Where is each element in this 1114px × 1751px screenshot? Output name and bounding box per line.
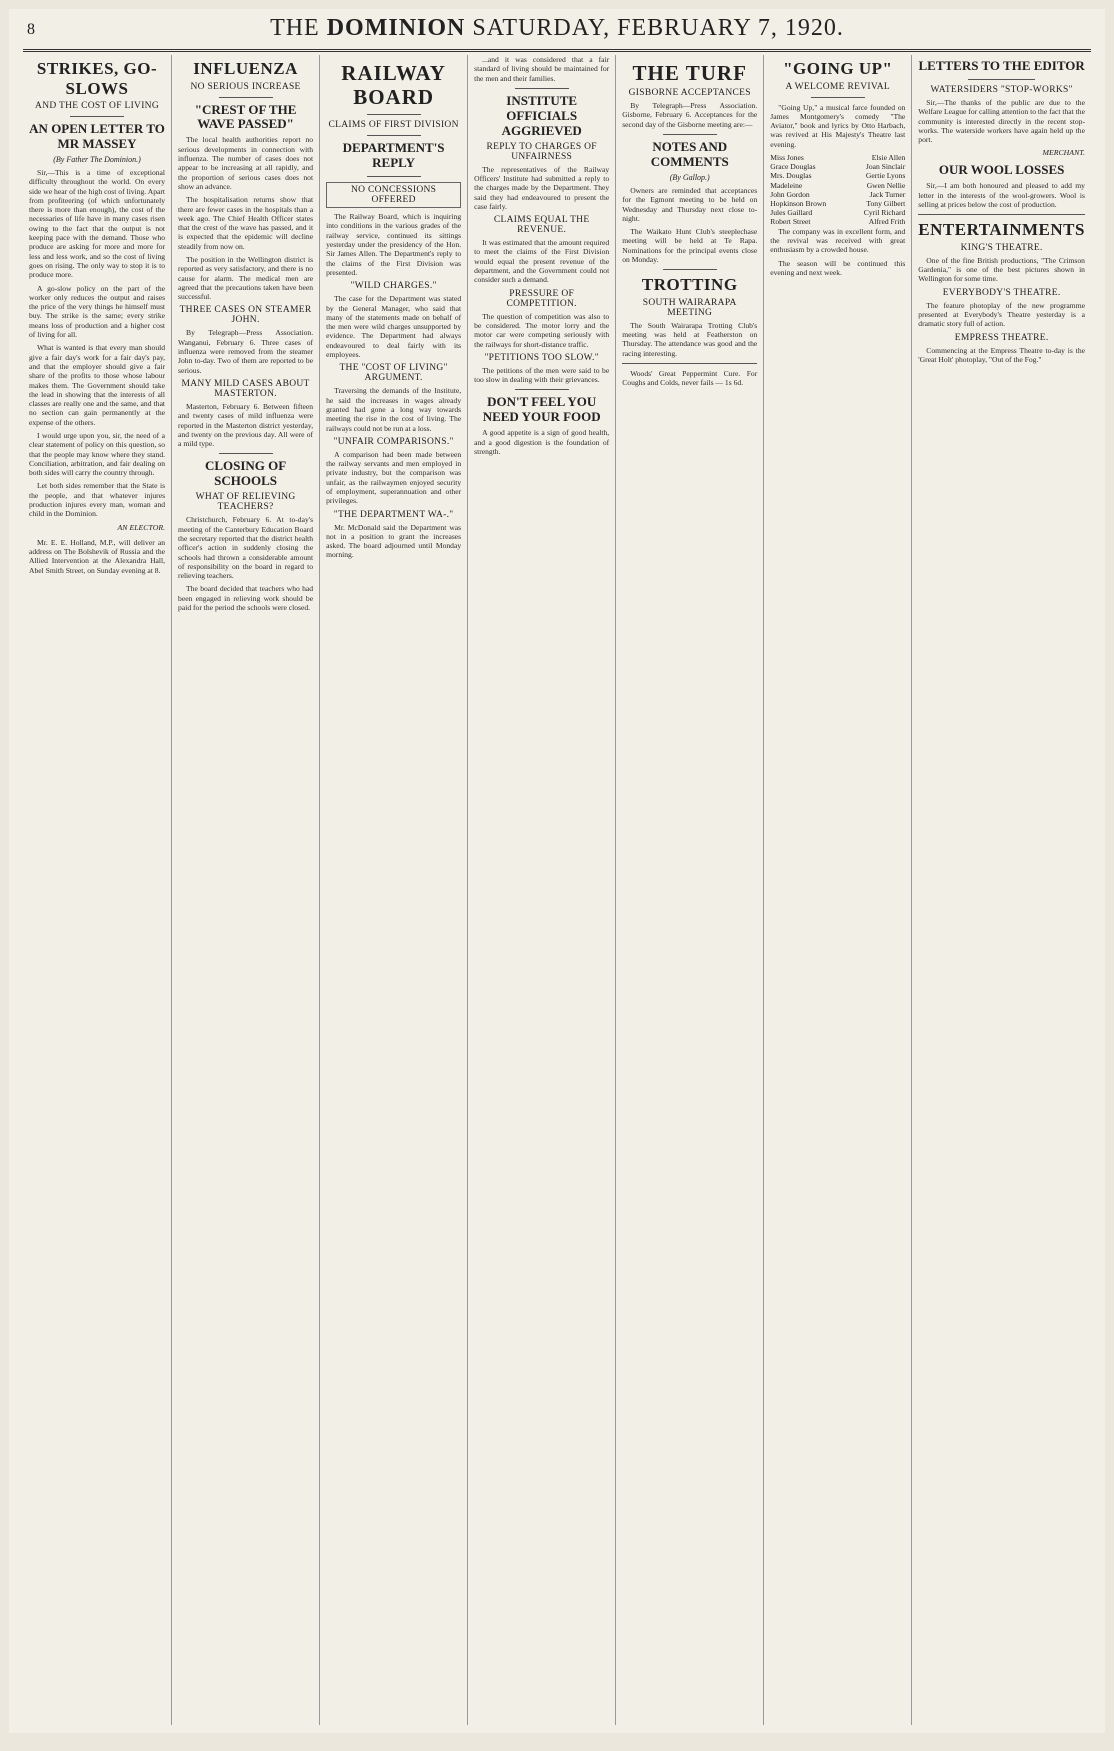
col1-paragraph: A go-slow policy on the part of the worker only reduces the output and raises the price of the very things he himself must buy. The strike is the same; every strike means loss of production and a higher cost of living for all. bbox=[29, 283, 166, 340]
col2-subheading: THREE CASES ON STEAMER JOHN. bbox=[179, 305, 312, 326]
cast-row: Mrs. Douglas Gertie Lyons bbox=[770, 171, 906, 181]
col1-paragraph: I would urge upon you, sir, the need of a clear statement of policy on this question, so that the people may know where they stand. Conciliation, arbitration, and fair dealing on both sides will carry the country through. bbox=[29, 430, 166, 478]
masthead bbox=[23, 11, 1091, 52]
divider bbox=[367, 135, 421, 136]
col7-title-2: ENTERTAINMENTS bbox=[918, 220, 1085, 240]
col7-paragraph: The feature photoplay of the new programme presented at Everybody's Theatre yesterday is a dramatic story full of action. bbox=[918, 300, 1085, 329]
col5-paragraph: By Telegraph—Press Association. Gisborne, February 6. Acceptances for the second day of the Gisborne meeting are:— bbox=[622, 101, 758, 129]
divider bbox=[515, 389, 569, 390]
col5-paragraph: The Waikato Hunt Club's steeplechase meeting will be held at Te Rapa. Nominations for the principal events close on Monday. bbox=[622, 227, 758, 264]
masthead-paper-name: DOMINION bbox=[326, 15, 466, 41]
col2-headline: "CREST OF THE WAVE PASSED" bbox=[194, 101, 297, 132]
col5-advert: Woods' Great Peppermint Cure. For Coughs and Colds, never fails — 1s 6d. bbox=[622, 369, 758, 388]
col2-paragraph: By Telegraph—Press Association. Wanganui, February 6. Three cases of influenza were removed from the steamer John to-day. Two of them are reported to be serious. bbox=[178, 328, 314, 375]
col3-subtitle: CLAIMS OF FIRST DIVISION bbox=[328, 120, 459, 131]
col7-paragraph: Sir,—I am both honoured and pleased to add my letter in the interests of the wool-growers. Wool is selling at prices below the cost of production. bbox=[918, 181, 1085, 209]
col4-paragraph: The representatives of the Railway Officers' Institute had submitted a reply to the charges made by the Department. They said they had endeavoured to present the case fairly. bbox=[474, 164, 610, 211]
col3-subheading: "WILD CHARGES." bbox=[350, 281, 437, 292]
col1-signature: AN ELECTOR. bbox=[117, 522, 166, 532]
col7-subtitle: WATERSIDERS "STOP-WORKS" bbox=[930, 84, 1073, 95]
cast-row: John Gordon Jack Turner bbox=[770, 189, 906, 199]
cast-row: Miss Jones Elsie Allen bbox=[770, 153, 906, 163]
col1-paragraph: Mr. E. E. Holland, M.P., will deliver an address on The Bolshevik of Russia and the Allied Intervention at the Alexandra Hall, Abel Smith Street, on Sunday evening at 8. bbox=[29, 537, 166, 575]
newspaper-page bbox=[9, 9, 1105, 1733]
col1-paragraph: Let both sides remember that the State is the people, and that whatever injures production injures every man, woman and child in the Dominion. bbox=[29, 481, 166, 519]
col1-title: STRIKES, GO-SLOWS bbox=[36, 59, 158, 98]
col4-subtitle: REPLY TO CHARGES OF UNFAIRNESS bbox=[486, 141, 597, 162]
col6-subtitle: A WELCOME REVIVAL bbox=[785, 81, 891, 92]
col2-subtitle: NO SERIOUS INCREASE bbox=[190, 81, 301, 92]
column-4 bbox=[467, 55, 615, 1725]
col3-paragraph: A comparison had been made between the railway servants and men employed in private industry, but the comparison was unfair, as the railwaymen enjoyed security of employment, superannuation and other privileges. bbox=[326, 449, 462, 506]
divider bbox=[367, 114, 421, 115]
col6-title: "GOING UP" bbox=[783, 59, 893, 78]
col3-paragraph: The Railway Board, which is inquiring into conditions in the various grades of the railway service, continued its sittings yesterday under the presidency of the Hon. Sir James Allen. The Department's reply to the claims of the First Division was presented. bbox=[326, 212, 462, 277]
divider bbox=[219, 453, 273, 454]
divider bbox=[70, 116, 124, 117]
col4-paragraph: It was estimated that the amount required to meet the claims of the First Division would equal the present revenue of the department, and the Government could not consider such a demand. bbox=[474, 238, 610, 285]
col5-paragraph: The South Wairarapa Trotting Club's meeting was held at Featherston on Thursday. The attendance was good and the racing interesting. bbox=[622, 320, 758, 358]
col2-subheading: MANY MILD CASES ABOUT MASTERTON. bbox=[181, 378, 310, 399]
divider bbox=[515, 88, 569, 89]
col2-paragraph: Masterton, February 6. Between fifteen and twenty cases of mild influenza were reported in the Masterton district yesterday, and twenty on the previous day. All were of a mild type. bbox=[178, 401, 314, 449]
cast-row: Grace Douglas Joan Sinclair bbox=[770, 162, 906, 172]
divider bbox=[918, 214, 1085, 215]
col4-title-2: DON'T FEEL YOU NEED YOUR FOOD bbox=[482, 394, 601, 425]
col5-paragraph: Owners are reminded that acceptances for the Egmont meeting to be held on Wednesday and Thursday next close to-night. bbox=[622, 185, 758, 223]
divider bbox=[811, 97, 865, 98]
col6-paragraph: "Going Up," a musical farce founded on James Montgomery's comedy "The Aviator," book and lyrics by Otto Harbach, was revived at His Majesty's Theatre last evening. bbox=[770, 102, 906, 149]
col5-title: THE TURF bbox=[632, 61, 747, 85]
cast-row: Madeleine Gwen Nellie bbox=[770, 180, 906, 190]
divider bbox=[663, 134, 717, 135]
col7-subheading: OUR WOOL LOSSES bbox=[938, 162, 1065, 178]
masthead-prefix: THE bbox=[270, 15, 320, 41]
col7-subheading: EVERYBODY'S THEATRE. bbox=[942, 287, 1061, 298]
divider bbox=[622, 363, 757, 364]
divider bbox=[663, 269, 717, 270]
col2-paragraph: The hospitalisation returns show that there are fewer cases in the hospitals than a week ago. The Chief Health Officer states that the crest of the wave has passed, and it is expected that the epidemic will decline steadily from now on. bbox=[178, 195, 314, 251]
column-1 bbox=[23, 55, 171, 1725]
col7-paragraph: One of the fine British productions, "The Crimson Gardenia," is one of the best pictures shown in Wellington for some time. bbox=[918, 255, 1085, 284]
col3-subheading: "UNFAIR COMPARISONS." bbox=[333, 436, 454, 447]
column-2 bbox=[171, 55, 319, 1725]
col5-subheading: SOUTH WAIRARAPA MEETING bbox=[642, 297, 737, 318]
col4-paragraph: The question of competition was also to be considered. The motor lorry and the motor car were competing seriously with the railways for short-distance traffic. bbox=[474, 311, 610, 349]
col6-paragraph: The season will be continued this evening and next week. bbox=[770, 258, 906, 277]
col4-subheading: "PETITIONS TOO SLOW." bbox=[484, 352, 599, 363]
col4-paragraph: A good appetite is a sign of good health, and a good digestion is the foundation of strength. bbox=[474, 428, 610, 456]
masthead-title bbox=[23, 15, 1091, 42]
columns bbox=[23, 55, 1091, 1725]
col4-title: INSTITUTE OFFICIALS AGGRIEVED bbox=[501, 92, 582, 138]
column-6 bbox=[763, 55, 911, 1725]
col4-paragraph: ...and it was considered that a fair standard of living should be maintained for the men and their families. bbox=[474, 55, 610, 83]
col5-byline: (By Gallop.) bbox=[669, 172, 710, 182]
col1-paragraph: Sir,—This is a time of exceptional difficulty throughout the world. On every side we hear of the high cost of living. Apart from profiteering (of which unfortunately there is more than enough), the cost of the necessaries of life have in many cases risen owing to the fact that the output is not keeping pace with the demand. Those who produce are asking for more and more for less and less work, and so the cost of living goes on rising. The only way to stop it is to produce more. bbox=[29, 167, 166, 280]
col2-paragraph: Christchurch, February 6. At to-day's meeting of the Canterbury Education Board the secretary reported that the district health officer's action in suddenly closing the schools had thrown a considerable amount of responsibility on the board in regard to relieving teachers. bbox=[178, 515, 314, 581]
col5-notes-heading: NOTES AND COMMENTS bbox=[650, 139, 729, 169]
divider bbox=[219, 97, 273, 98]
col3-title: RAILWAY BOARD bbox=[341, 61, 446, 110]
column-7 bbox=[911, 55, 1091, 1725]
column-5 bbox=[615, 55, 763, 1725]
divider bbox=[968, 79, 1035, 80]
col3-headline: DEPARTMENT'S REPLY bbox=[342, 140, 445, 171]
col4-subheading: CLAIMS EQUAL THE REVENUE. bbox=[493, 215, 590, 236]
divider bbox=[367, 176, 421, 177]
col1-headline: AN OPEN LETTER TO MR MASSEY bbox=[29, 121, 165, 152]
col7-subheading: KING'S THEATRE. bbox=[960, 242, 1043, 253]
col2-paragraph: The local health authorities report no serious developments in connection with influenza. The number of cases does not appear to be increasing at all rapidly, and the proportion of serious cases does not show an advance. bbox=[178, 135, 314, 191]
col7-paragraph: Commencing at the Empress Theatre to-day is the 'Great Holt' photoplay, "Out of the Fog." bbox=[918, 345, 1085, 364]
col3-paragraph: The case for the Department was stated by the General Manager, who said that many of the statements made on behalf of the men were wild charges unsupported by evidence. The Department had always endeavoured to deal fairly with its employees. bbox=[326, 294, 462, 360]
col2-paragraph: The position in the Wellington district is reported as very satisfactory, and there is no cause for alarm. The medical men are agreed that the precautions taken have been successful. bbox=[178, 254, 314, 302]
cast-row: Robert Street Alfred Frith bbox=[770, 217, 906, 227]
col1-paragraph: What is wanted is that every man should give a fair day's work for a fair day's pay, and that the employer should give a fair share of the profits to those whose labour makes them. The Government should take the lead in showing that the interests of all classes are really one and the same, and that no section can gain permanently at the expense of the others. bbox=[29, 343, 166, 427]
col7-signature: MERCHANT. bbox=[1042, 148, 1085, 158]
col5-subtitle: GISBORNE ACCEPTANCES bbox=[628, 88, 751, 99]
cast-list bbox=[770, 153, 905, 227]
col2-paragraph: The board decided that teachers who had been engaged in relieving work should be paid for the period the schools were closed. bbox=[178, 584, 314, 612]
page-number: 8 bbox=[27, 21, 35, 38]
cast-row: Hopkinson Brown Tony Gilbert bbox=[770, 199, 906, 209]
col2-subheading: CLOSING OF SCHOOLS bbox=[204, 458, 287, 489]
col7-subheading: EMPRESS THEATRE. bbox=[954, 332, 1049, 343]
col5-title-2: TROTTING bbox=[641, 275, 738, 295]
col3-paragraph: Traversing the demands of the Institute, he said the increases in wages already granted had gone a long way towards meeting the rise in the cost of living. The railways could not be run at a loss. bbox=[326, 386, 462, 433]
col3-subheading: "THE DEPARTMENT WA-." bbox=[333, 509, 454, 520]
col7-paragraph: Sir,—The thanks of the public are due to the Welfare League for calling attention to the fact that the community is interested directly in the recent stop-works. The waterside workers have again held up the port. bbox=[918, 97, 1085, 145]
col4-subheading: PRESSURE OF COMPETITION. bbox=[506, 288, 577, 309]
col2-title: INFLUENZA bbox=[193, 59, 298, 78]
col1-byline: (By Father The Dominion.) bbox=[53, 154, 141, 164]
col1-subtitle: AND THE COST OF LIVING bbox=[35, 101, 159, 112]
col3-subhead: NO CONCESSIONS OFFERED bbox=[326, 182, 461, 208]
masthead-date: SATURDAY, FEBRUARY 7, 1920. bbox=[472, 15, 844, 41]
column-3 bbox=[319, 55, 467, 1725]
col7-title: LETTERS TO THE EDITOR bbox=[918, 58, 1085, 73]
col3-subheading: THE "COST OF LIVING" ARGUMENT. bbox=[339, 363, 448, 384]
col4-paragraph: The petitions of the men were said to be too slow in dealing with their grievances. bbox=[474, 365, 610, 385]
cast-row: Jules Gaillard Cyril Richard bbox=[770, 208, 906, 218]
col6-paragraph: The company was in excellent form, and the revival was received with great enthusiasm by a crowded house. bbox=[770, 226, 906, 255]
col3-paragraph: Mr. McDonald said the Department was not in a position to grant the increases asked. The board adjourned until Monday morning. bbox=[326, 522, 462, 560]
col2-subheading: WHAT OF RELIEVING TEACHERS? bbox=[195, 492, 296, 513]
